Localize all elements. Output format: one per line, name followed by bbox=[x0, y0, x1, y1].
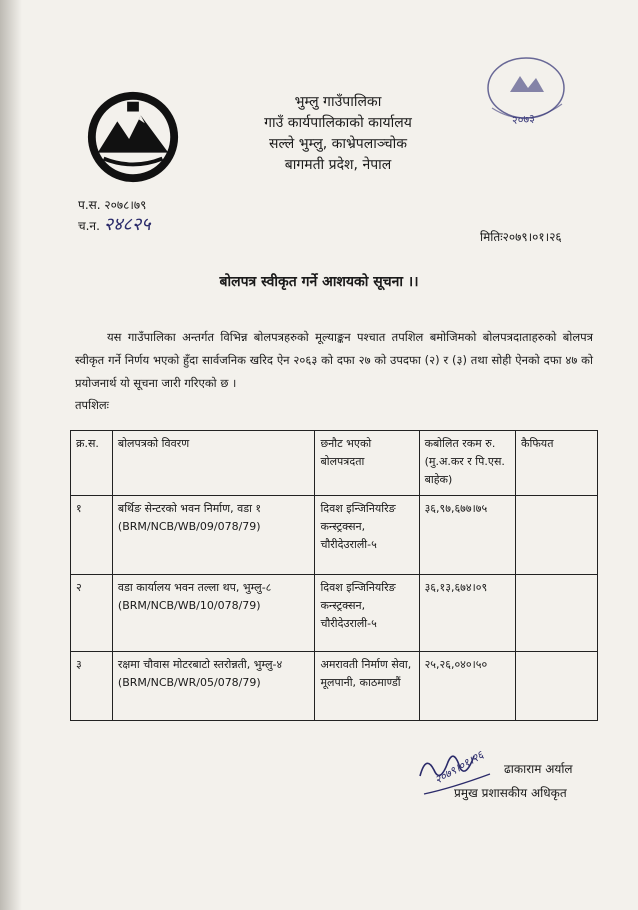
cell-serial: १ bbox=[71, 496, 113, 575]
col-amount-header: कबोलित रकम रु. (मु.अ.कर र पि.एस. बाहेक) bbox=[419, 431, 515, 496]
reference-block bbox=[78, 196, 151, 236]
cell-amount: ३६,१३,६७४।०९ bbox=[419, 575, 515, 652]
signature-date: २०७९।०१।२६ bbox=[432, 748, 486, 787]
dispatch-number-value: २४८२५ bbox=[103, 214, 151, 235]
seal-year: २०७३ bbox=[511, 111, 536, 128]
cell-description: वडा कार्यालय भवन तल्ला थप, भुम्लु-८ (BRM/NCB/WB/10/078/79) bbox=[112, 575, 315, 652]
office-address: सल्ले भुम्लु, काभ्रेपलाञ्चोक bbox=[269, 136, 407, 152]
details-label: तपशिलः bbox=[75, 398, 110, 412]
col-serial-header: क्र.स. bbox=[71, 431, 113, 496]
notice-title: बोलपत्र स्वीकृत गर्ने आशयको सूचना ।। bbox=[219, 274, 419, 290]
cell-serial: ३ bbox=[71, 652, 113, 721]
cell-bidder: अमरावती निर्माण सेवा, मूलपानी, काठमाण्डौं bbox=[315, 652, 419, 721]
cell-amount: २५,२६,०४०।५० bbox=[419, 652, 515, 721]
officer-title: प्रमुख प्रशासकीय अधिकृत bbox=[454, 786, 567, 800]
table-row bbox=[71, 652, 598, 721]
table-row bbox=[71, 496, 598, 575]
cell-description: रक्षमा चौवास मोटरबाटो स्तरोन्नती, भुम्लु-४ (BRM/NCB/WR/05/078/79) bbox=[112, 652, 315, 721]
officer-name: ढाकाराम अर्याल bbox=[504, 762, 573, 776]
table-header-row bbox=[71, 431, 598, 496]
municipality-name: भुम्लु गाउँपालिका bbox=[294, 94, 382, 110]
col-description-header: बोलपत्रको विवरण bbox=[112, 431, 315, 496]
dispatch-number bbox=[78, 215, 151, 236]
col-bidder-header: छनौट भएको बोलपत्रदता bbox=[315, 431, 419, 496]
government-emblem-icon bbox=[84, 88, 182, 186]
cell-remarks bbox=[516, 575, 598, 652]
letter-date: मितिः२०७९।०१।२६ bbox=[480, 230, 562, 244]
cell-amount: ३६,९७,६७७।७५ bbox=[419, 496, 515, 575]
bid-table bbox=[70, 430, 598, 721]
province-name: बागमती प्रदेश, नेपाल bbox=[284, 157, 392, 173]
letterhead bbox=[220, 92, 456, 176]
cell-remarks bbox=[516, 496, 598, 575]
letter-number: प.स. २०७८।७९ bbox=[78, 198, 147, 212]
cell-remarks bbox=[516, 652, 598, 721]
office-name: गाउँ कार्यपालिकाको कार्यालय bbox=[264, 115, 412, 131]
cell-description: बर्थिङ सेन्टरको भवन निर्माण, वडा १ (BRM/NCB/WB/09/078/79) bbox=[112, 496, 315, 575]
cell-serial: २ bbox=[71, 575, 113, 652]
notice-body: यस गाउँपालिका अन्तर्गत विभिन्न बोलपत्रहरुको मूल्याङ्कन पश्चात तपशिल बमोजिमको बोलपत्रदाताहरुको बोलपत्र स्वीकृत गर्ने निर्णय भएको हुँदा सार्वजनिक खरिद ऐन २०६३ को दफा २७ को उपदफा (२) र (३) तथा सोही ऐनको दफा ४७ को प्रयोजनार्थ यो सूचना जारी गरिएको छ । bbox=[75, 330, 593, 390]
cell-bidder: दिवश इन्जिनियरिङ कन्स्ट्रक्सन, चौरीदेउराली-५ bbox=[315, 496, 419, 575]
dispatch-number-label: च.न. bbox=[78, 219, 100, 233]
cell-bidder: दिवश इन्जिनियरिङ कन्स्ट्रक्सन, चौरीदेउराली-५ bbox=[315, 575, 419, 652]
col-remarks-header: कैफियत bbox=[516, 431, 598, 496]
table-row bbox=[71, 575, 598, 652]
